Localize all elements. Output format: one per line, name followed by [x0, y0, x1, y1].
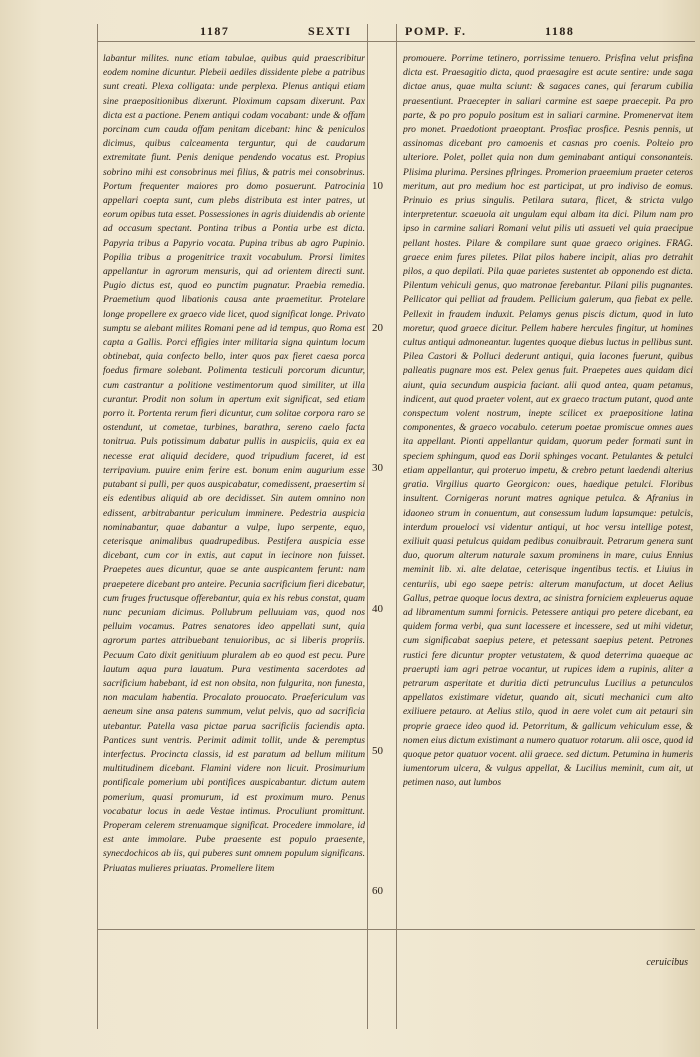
left-column-paragraph: labantur milites. nunc etiam tabulae, quibus quid praescribitur eodem nomine dicuntur. Plebeii aediles dissidente plebe a patribus sunt creati. Plexa colligata: unde perplexa. Plenus antiqui etiam sine praepositionibus dixerunt. Ploximum capsam dixerunt. Pax dicta est a pactione. Penem antiqui codam vocabant: unde & offam porcinam cum cauda offam penitam dicebant: hinc & peniculos dicimus, quibus calceamenta terguntur, qui de caudarum extremitate fiunt. Penis denique pendendo vocatus est. Propius sobrino mihi est consobrinus mei filius, & patris mei consobrinus. Portum frequenter maiores pro domo posuerunt. Patrocinia appellari coepta sunt, cum plebs distributa est inter patres, ut eorum opibus tuta esset. Possessiones in agris diuidendis ab oriente ad occasum spectant. Pontina tribus a Pontia urbe est dicta. Papyria tribus a Papyrio vocata. Pupina tribus ab agro Pupinio. Popilia tribus a progenitrice traxit vocabulum. Prorsi limites appellantur in agrorum mensuris, qui ad orientem directi sunt. Pugio dictus est, quod eo punctim pugnatur. Praebia remedia. Praemetium quod libationis causa ante praemetitur. Protelare longe propellere ex graeco vide licet, quod significat longe. Privato sumptu se alebant milites Romani pene ad id tempus, quo Roma est capta a Gallis. Porci effigies inter militaria signa quintum locum obtinebat, quia confecto bello, inter quos pax fieret caesa porca foedus firmare solebant. Polimenta testiculi porcorum dicuntur, cum castrantur a politione vestimentorum quod similiter, ut illa curantur. Prodit non solum in apertum exit significat, sed etiam porro it. Portenta rerum fieri dicuntur, cum solitae corpora raro se ostendunt, ut cometae, turbines, barathra, sereno caelo facta tonitrua. Puls potissimum dabatur pullis in auspiciis, quia ex ea necesse erat aliquid decidere, quod tripudium faceret, id est terripavium. puuire enim ferire est. bonum enim augurium esse putabant si pulli, per quos auspicabatur, comedissent, praesertim si eis edentibus aliquid ab ore decidisset. Sin autem omnino non edissent, arbitrabantur periculum imminere. Pedestria auspicia nominabantur, quae dabantur a vulpe, lupo serpente, equo, ceterisque animalibus quadrupedibus. Pestifera auspicia esse dicebant, cum cor in extis, aut caput in iecinore non fuisset. Praepetes aues dicuntur, quae se ante auspicantem ferunt: nam praepetere dicebant pro anteire. Pecunia sacrificium fieri dicebatur, cum fruges fructusque offerebantur, quia ex his rebus constat, quam nunc pecuniam dicimus. Pollubrum pelluuiam vas, quod nos pelluim vocamus. Patres senatores ideo appellati sunt, quia agrorum partes attribuebant tenuioribus, ac si liberis propriis. Pecuum Cato dixit genitiuum pluralem ab eo quod est pecu. Pure lautum aqua pura lauatum. Pura vestimenta sacerdotes ad sacrificium habebant, id est non obsita, non fulgurita, non funesta, non maculam habentia. Procalato prouocato. Praefericulum vas aeneum sine ansa patens summum, velut pelvis, quo ad sacrificia utebantur. Patella vasa pictae parua sacrificiis faciendis apta. Pantices sunt ventris. Perimit adimit tollit, unde & peremptus interfectus. Procincta classis, id est paratum ad bellum militum multitudinem dicebant. Flamini videre non licuit. Prosimurium pontificale pomerium ubi pontifices auspicabantur. dictum autem pomerium, quasi promurum, id est proximum muro. Penus vocabatur locus in aede Vestae intimus. Proculiunt promittunt. Properam celerem strenuamque significat. Procedere immolare, id est ante immolare. Pube praesente est populo praesente, synecdochicos ab iis, qui puberes sunt omnem populum significans. Priuatas mulieres priuatas. Promellere litem	[103, 53, 365, 874]
gutter-rule-left	[367, 24, 368, 1029]
running-title-left: SEXTI	[308, 24, 352, 38]
left-text-column	[103, 52, 365, 957]
line-number: 40	[372, 603, 383, 615]
line-number: 30	[372, 462, 383, 474]
line-number: 60	[372, 885, 383, 897]
right-text-column	[403, 52, 693, 957]
right-column-paragraph: promouere. Porrime tetinero, porrissime tenuero. Prisfina velut prisfina dicta est. Praesagitio dicta, quod praesagire est acute sentire: unde saga dictae anus, quae multa sciunt: & sagaces canes, qui ferarum cubilia praesentiunt. Praecepter in saliari carmine est saepe praecepit. Pa pro parte, & po pro populo positum est in saliari carmine. Promenervat item pro monet. Praedotiont praeoptant. Prosfiac prosfice. Pesnis pennis, ut assinomas dicebant pro camoenis et casnas pro coenis. Polteio pro ulteriore. Polet, pollet quia non dum geminabant antiqui consonanteis. Plisima plurima. Persines pflringes. Promerion praeemium praeter ceteros meritum, aut pro medium hoc est participat, ut pro indiviso de eomus. Prinuio es prius singulis. Petilara sutara, flicet, & stricta vulgo interpretentur. scaeuola ait ungulam equi albam ita dici. Pilum nam pro ipso in carmine saliari Romani velut pilis uti assueti vel quia praecipue pellant hostes. Pilare & compilare sunt quae graeco origines. FRAG. graece enim fures piletes. Pilat pilos habere incipit, alias pro detrahit pilos, a quo depilati. Pila quae parietes sustentet ab opponendo est dicta. Pilentum vehiculi genus, quo matronae ferebantur. Pilani pilis pugnantes. Pellicator qui pelliat ad fraudem. Pellicium galerum, qua fiebat ex pelle. Pellexit in fraudem induxit. Pelamys genus piscis dictum, quod in luto moretur, quod graece dicitur. Pellem habere hercules fingitur, ut homines cultus antiqui admoneantur. lugentes quoque diebus luctus in pellibus sunt. Pilea Castori & Polluci dederunt antiqui, quia lacones fuerunt, quibus palleatis pugnare mos est. Pelex genus fuit. Praepetes aues quidam dici aiunt, quia secundum auspicia faciant. alii quod antea, quam petamus, indicent, aut quod praeter volent, aut ex graeco tractum putant, quod ante conspectum volent nostrum, inepte scilicet ex praepositione latina componentes, & graeco vocabulo. ceterum poetae promiscue omnes aues ita appellant. Pionti appellantur quidam, quorum peder formati sunt in speciem sphingum, quod eas Dorii sphinges vocant. Petulantes & petulci etiam appellantur, qui proteruo impetu, & crebro petunt laedendi alterius gratia. Virgilius quarto Georgicon: oues, haedique petulci. Floribus insultent. Cornigeras norunt matres agnique petulca. & Afranius in idaoneo strum in conuentum, aut consessum ludum lapsumque: petulcis, interdum proueloci vsi videntur antiqui, ut hoc versu intellige potest, exiliuit quasi petulcus quidam pedibus conuibrauit. Petrarum genera sunt duo, quorum alterum naturale saxum prominens in mare, cuius Ennius meminit lib. xi. alte delatae, ceterisque ingentibus tectis. et Liuius in centuriis, ubi ego saepe petris: alterum manufactum, ut docet Aelius Gallus, petrae quoque locus dextra, ac sinistra forniciem expleuerus aquae ad libramentum summi fornicis. Petessere antiqui pro petere dicebant, ea quidem forma verbi, qua sunt lacessere et incessere, sed ut mihi videtur, cum significabat saepius petere, et petessant saepius petent. Petrones rustici fere dicuntur propter vetustatem, & quod deterrima quaeque ac praerupti iam agri petrae vocantur, ut rupices idem a rupinis, aliter a petrarum asperitate et duritia dicti petrunculus Lucilius a petunculos appellatos existimare videtur, quando ait, sicuti mechanici cum alto exiliuere petauro. at Aelius stilo, quod in aere volet cum ait petauri sin proprie graece ideo quod id. Petorritum, & gallicum vehiculum esse, & nomen eius dictum existimant a numero quatuor rotarum. alii osce, quod id quoque petor quatuor vocent. alii graece. sed dictum. Petumina in humeris iumentorum ulcera, & vulgus appellat, & Lucilius meminit, cum ait, ut petimen naso, aut lumbos	[403, 53, 693, 789]
left-margin-rule	[97, 24, 98, 1029]
left-page-number: 1187	[200, 24, 230, 38]
line-number: 50	[372, 745, 383, 757]
right-page-number: 1188	[545, 24, 575, 38]
gutter-rule-right	[396, 24, 397, 1029]
catchword: ceruicibus	[646, 957, 688, 968]
line-number: 10	[372, 180, 383, 192]
running-title-right: POMP. F.	[405, 24, 467, 38]
line-number: 20	[372, 322, 383, 334]
